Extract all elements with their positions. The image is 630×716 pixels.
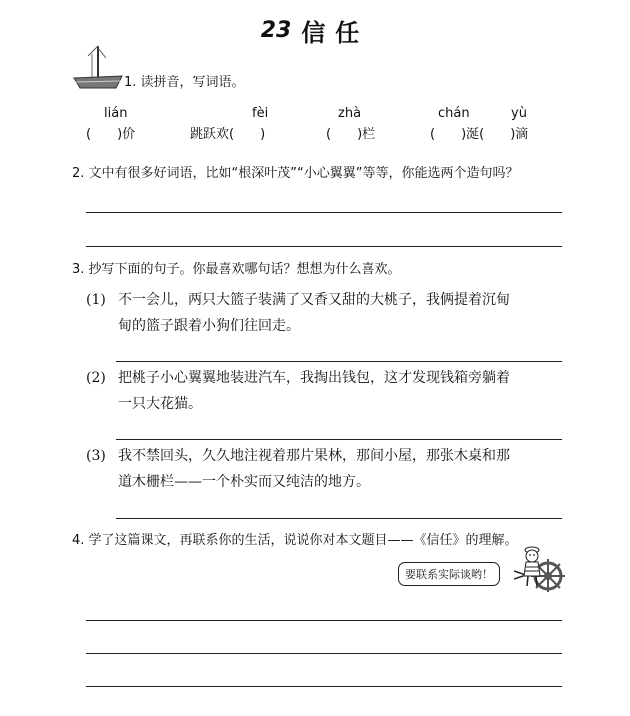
- blank-item-3[interactable]: ( )栏: [326, 127, 376, 142]
- sentence-1-line-1: 不一会儿，两只大篮子装满了又香又甜的大桃子，我俩提着沉甸: [118, 292, 510, 308]
- sentence-2-line-1: 把桃子小心翼翼地装进汽车，我掏出钱包，这才发现钱箱旁躺着: [118, 370, 510, 386]
- blank-item-2[interactable]: 跳跃欢( ): [190, 127, 266, 142]
- q2-prompt: 2. 文中有很多好词语，比如“根深叶茂”“小心翼翼”等等，你能选两个造句吗？: [72, 166, 519, 181]
- pinyin-yu: yù: [511, 106, 527, 121]
- pinyin-lian: lián: [104, 106, 128, 121]
- sentence-1-number: (1): [86, 292, 106, 308]
- q4-answer-line-1[interactable]: [86, 620, 562, 621]
- sentence-3-copy-line[interactable]: [116, 518, 562, 519]
- sentence-1-copy-line[interactable]: [116, 361, 562, 362]
- q4-answer-line-2[interactable]: [86, 653, 562, 654]
- blank-item-1[interactable]: ( )价: [86, 127, 136, 142]
- q1-prompt: 1. 读拼音，写词语。: [124, 75, 245, 90]
- sailor-mascot-icon: [518, 540, 566, 592]
- sentence-2-number: (2): [86, 370, 106, 386]
- pinyin-zha: zhà: [338, 106, 362, 121]
- q2-answer-line-2[interactable]: [86, 246, 562, 247]
- sentence-2-copy-line[interactable]: [116, 439, 562, 440]
- sentence-3-line-2: 道木栅栏——一个朴实而又纯洁的地方。: [118, 474, 370, 490]
- sentence-3-number: (3): [86, 448, 106, 464]
- sentence-2-line-2: 一只大花猫。: [118, 396, 202, 412]
- lesson-title: 信任: [301, 18, 370, 47]
- sentence-1-line-2: 甸的篮子跟着小狗们往回走。: [118, 318, 300, 334]
- q4-answer-line-3[interactable]: [86, 686, 562, 687]
- sentence-3-line-1: 我不禁回头，久久地注视着那片果林，那间小屋，那张木桌和那: [118, 448, 510, 464]
- pinyin-chan: chán: [438, 106, 470, 121]
- lesson-number: 23: [260, 18, 292, 43]
- q4-prompt: 4. 学了这篇课文，再联系你的生活，说说你对本文题目——《信任》的理解。: [72, 533, 518, 548]
- blank-item-4[interactable]: ( )涎( )滴: [430, 127, 529, 142]
- pinyin-fei: fèi: [252, 106, 269, 121]
- q3-prompt: 3. 抄写下面的句子。你最喜欢哪句话？想想为什么喜欢。: [72, 262, 401, 277]
- q2-answer-line-1[interactable]: [86, 212, 562, 213]
- sailboat-icon: [72, 42, 124, 94]
- hint-bubble: 要联系实际谈哟！: [398, 562, 500, 586]
